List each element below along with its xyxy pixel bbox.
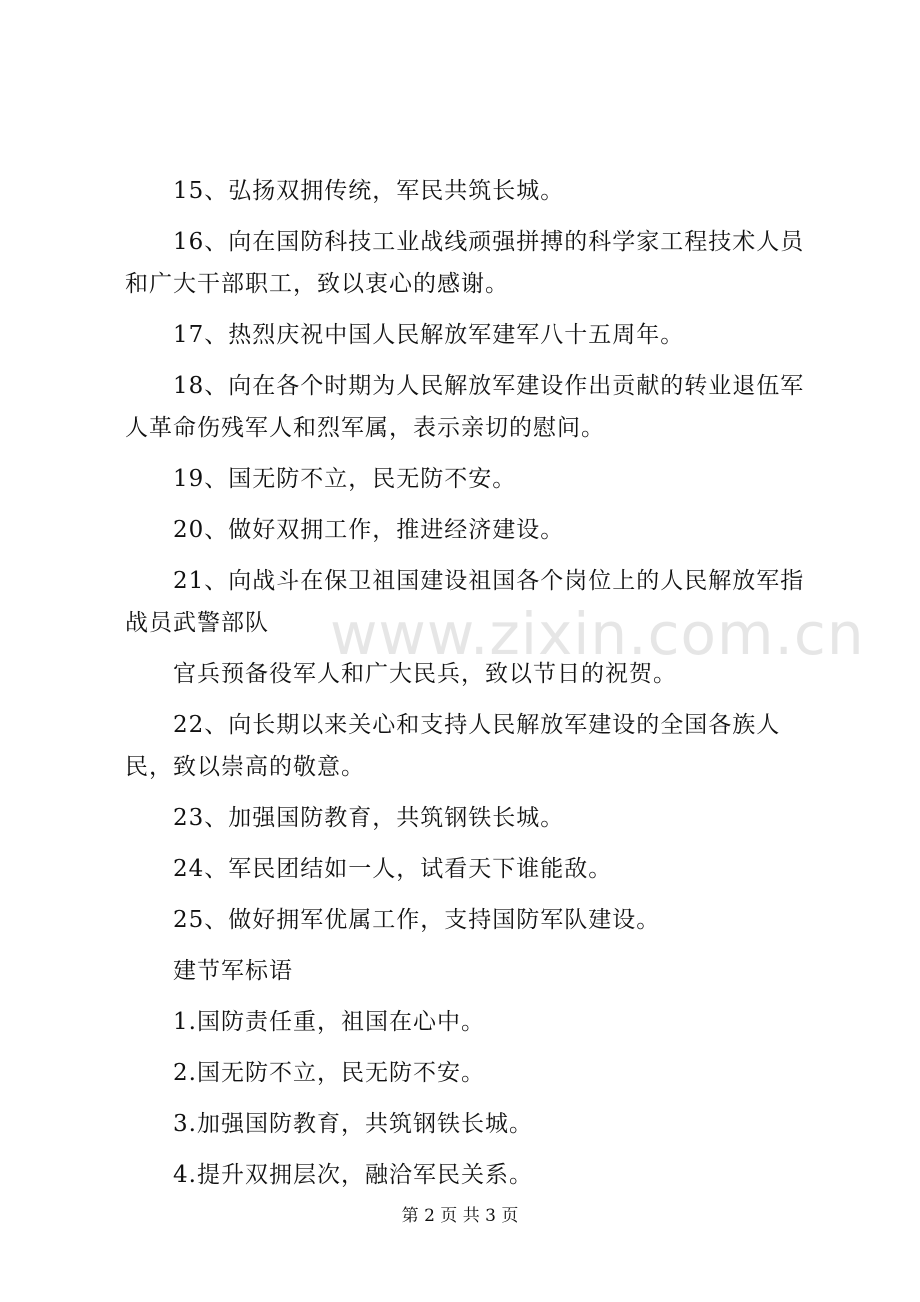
section-heading: 建节军标语 <box>173 958 293 984</box>
paragraph-18: 18、向在各个时期为人民解放军建设作出贡献的转业退伍军人革命伤残军人和烈军属，表示亲切的慰问。 <box>125 373 805 441</box>
slogan-3: 3.加强国防教育，共筑钢铁长城。 <box>173 1111 533 1137</box>
paragraph-17: 17、热烈庆祝中国人民解放军建军八十五周年。 <box>173 322 685 348</box>
paragraph-19: 19、国无防不立，民无防不安。 <box>173 466 517 492</box>
paragraph-24: 24、军民团结如一人，试看天下谁能敌。 <box>173 856 613 882</box>
slogan-2: 2.国无防不立，民无防不安。 <box>173 1060 485 1086</box>
slogan-1: 1.国防责任重，祖国在心中。 <box>173 1009 485 1035</box>
watermark: www.zixin.com.cn <box>330 600 865 668</box>
paragraph-20: 20、做好双拥工作，推进经济建设。 <box>173 517 565 543</box>
paragraph-16: 16、向在国防科技工业战线顽强拼搏的科学家工程技术人员和广大干部职工，致以衷心的感谢。 <box>125 229 805 297</box>
paragraph-23: 23、加强国防教育，共筑钢铁长城。 <box>173 805 565 831</box>
slogan-4: 4.提升双拥层次，融洽军民关系。 <box>173 1162 533 1188</box>
paragraph-22: 22、向长期以来关心和支持人民解放军建设的全国各族人民，致以崇高的敬意。 <box>125 712 781 780</box>
document-body <box>125 170 805 1205</box>
paragraph-21: 21、向战斗在保卫祖国建设祖国各个岗位上的人民解放军指战员武警部队 <box>125 568 805 636</box>
paragraph-15: 15、弘扬双拥传统，军民共筑长城。 <box>173 178 565 204</box>
paragraph-21-continued: 官兵预备役军人和广大民兵，致以节日的祝贺。 <box>173 661 677 687</box>
page-number-footer: 第 2 页 共 3 页 <box>401 1206 519 1226</box>
paragraph-25: 25、做好拥军优属工作，支持国防军队建设。 <box>173 907 661 933</box>
